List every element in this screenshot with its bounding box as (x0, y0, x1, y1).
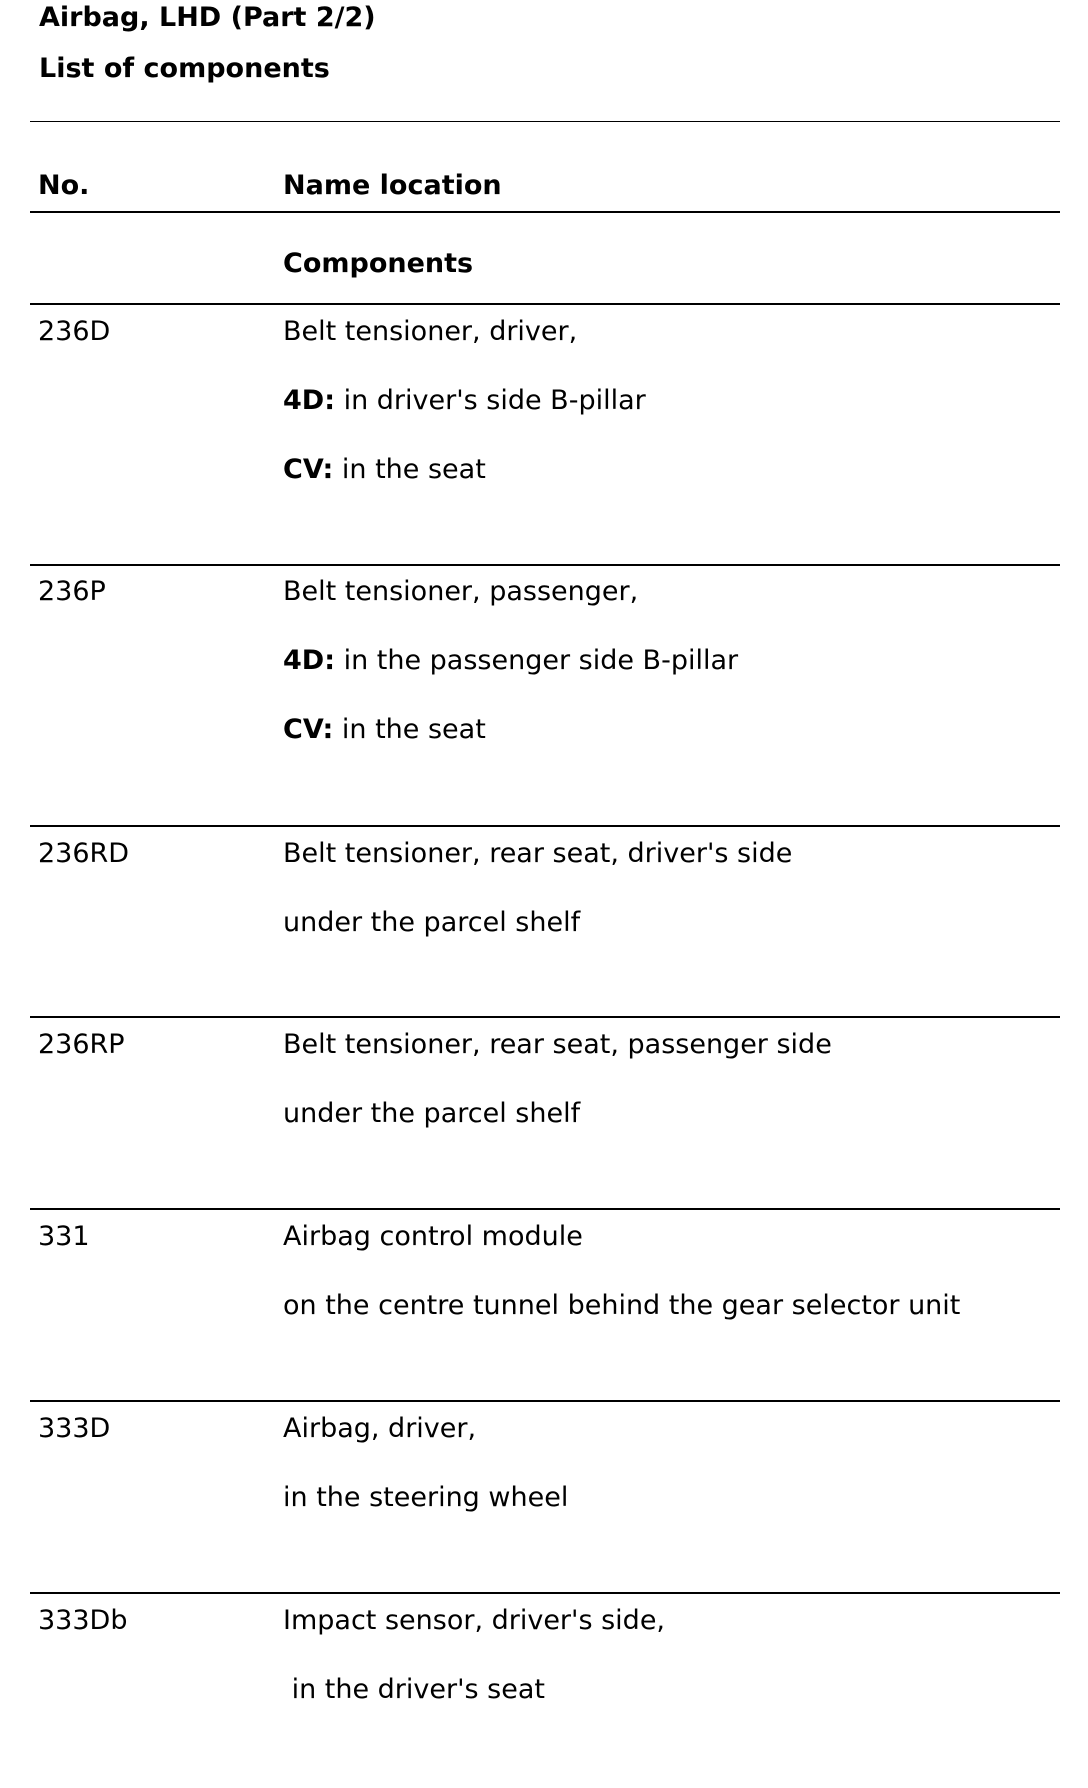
column-header-name-location: Name location (283, 170, 502, 201)
row-divider (30, 1208, 1060, 1210)
row-divider (30, 564, 1060, 566)
component-name: Impact sensor, driver's side, (283, 1605, 666, 1636)
page-title: Airbag, LHD (Part 2/2) (39, 2, 376, 33)
component-name: Airbag, driver, (283, 1413, 477, 1444)
component-location (283, 385, 646, 417)
row-divider (30, 1592, 1060, 1594)
header-divider (30, 211, 1060, 213)
row-divider (30, 825, 1060, 827)
component-name: Belt tensioner, passenger, (283, 576, 639, 607)
row-number: 331 (38, 1221, 90, 1252)
variant-label: 4D: (283, 385, 335, 416)
component-location: on the centre tunnel behind the gear selector unit (283, 1290, 961, 1321)
section-title: Components (283, 248, 474, 279)
component-name: Belt tensioner, driver, (283, 316, 578, 347)
page-subtitle: List of components (39, 53, 330, 84)
row-number: 333Db (38, 1605, 128, 1636)
component-name: Belt tensioner, rear seat, passenger side (283, 1029, 832, 1060)
component-location: under the parcel shelf (283, 907, 581, 938)
variant-label: CV: (283, 714, 334, 745)
variant-location: in the passenger side B-pillar (335, 645, 739, 676)
row-number: 333D (38, 1413, 111, 1444)
variant-location: in the seat (333, 454, 486, 485)
top-divider (30, 121, 1060, 122)
component-name: Belt tensioner, rear seat, driver's side (283, 838, 793, 869)
variant-location: in driver's side B-pillar (335, 385, 646, 416)
component-location (283, 454, 486, 486)
component-location: in the driver's seat (283, 1674, 545, 1705)
row-divider (30, 1400, 1060, 1402)
component-location (283, 645, 738, 677)
component-location (283, 714, 486, 746)
variant-label: CV: (283, 454, 334, 485)
row-number: 236D (38, 316, 111, 347)
row-divider (30, 1016, 1060, 1018)
column-header-no: No. (38, 170, 90, 201)
variant-label: 4D: (283, 645, 335, 676)
variant-location: in the seat (333, 714, 486, 745)
component-location: under the parcel shelf (283, 1098, 581, 1129)
row-divider (30, 303, 1060, 305)
row-number: 236RD (38, 838, 130, 869)
component-location: in the steering wheel (283, 1482, 569, 1513)
row-number: 236P (38, 576, 106, 607)
row-number: 236RP (38, 1029, 125, 1060)
component-name: Airbag control module (283, 1221, 583, 1252)
